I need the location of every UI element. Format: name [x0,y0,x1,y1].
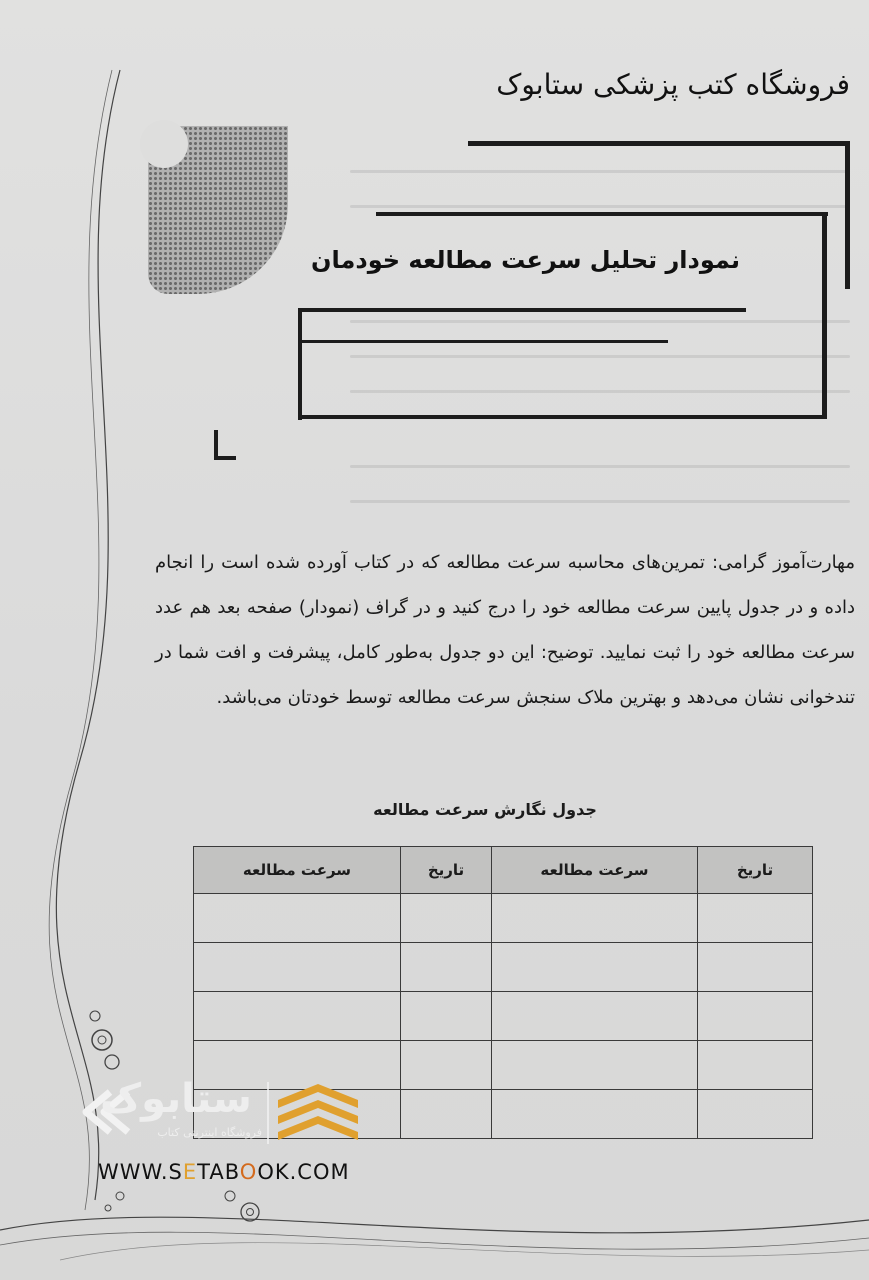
header-reading-speed: سرعت مطالعه [492,847,698,894]
header-date: تاریخ [698,847,813,894]
table-row [194,992,813,1041]
table-row [194,943,813,992]
website-url [98,1160,368,1184]
url-part: OK.COM [257,1160,350,1184]
table-cell [698,894,813,943]
frame-line [822,212,827,418]
header-reading-speed: سرعت مطالعه [194,847,401,894]
url-part: O [239,1160,258,1184]
table-cell [698,943,813,992]
table-cell [698,992,813,1041]
frame-line [298,415,827,419]
table-cell [401,943,492,992]
frame-line [376,212,828,216]
url-part: E [182,1160,198,1184]
table-cell [492,992,698,1041]
bleed-through-line [350,500,850,503]
frame-line [468,141,850,146]
intro-text: مهارت‌آموز گرامی: تمرین‌های محاسبه سرعت مطالعه که در کتاب آورده شده است را انجام داده و در جدول پایین سرعت مطالعه خود را درج کنید و در گراف (نمودار) صفحه بعد هم عدد سرعت مطالعه خود را ثبت نمایید. توضیح: این دو جدول به‌طور کامل، پیشرفت و افت شما در تندخوانی نشان می‌دهد و بهترین ملاک سنجش سرعت مطالعه توسط خودتان می‌باشد. [155,552,855,708]
dotted-decoration-notch [140,120,188,168]
chevron-stack-icon [278,1084,358,1140]
table-header-row [194,847,813,894]
table-cell [194,992,401,1041]
url-part: WWW.S [98,1160,183,1184]
table-cell [492,894,698,943]
table-cell [401,1041,492,1090]
frame-line [845,141,850,289]
table-cell [194,943,401,992]
logo-brand-text: ستابوک [100,1076,252,1122]
store-header: فروشگاه کتب پزشکی ستابوک [496,68,850,101]
table-cell [698,1041,813,1090]
table-cell [492,1090,698,1139]
frame-line [298,308,302,420]
bleed-through-line [350,320,850,323]
chapter-title: نمودار تحلیل سرعت مطالعه خودمان [311,246,740,274]
url-part: TAB [197,1160,240,1184]
logo-tagline: فروشگاه اینترنتی کتاب [157,1126,262,1139]
table-cell [492,1041,698,1090]
intro-paragraph [155,540,855,720]
table-title: جدول نگارش سرعت مطالعه [373,800,597,819]
bleed-through-line [350,465,850,468]
frame-line [302,340,668,343]
frame-line [298,308,746,312]
bleed-through-line [350,390,850,393]
table-cell [401,1090,492,1139]
table-row [194,894,813,943]
table-cell [401,992,492,1041]
table-cell [194,894,401,943]
table-cell [401,894,492,943]
bleed-through-line [350,170,850,173]
bleed-through-line [350,355,850,358]
frame-line [214,456,236,460]
table-cell [492,943,698,992]
table-cell [698,1090,813,1139]
bleed-through-line [350,205,850,208]
header-date: تاریخ [401,847,492,894]
